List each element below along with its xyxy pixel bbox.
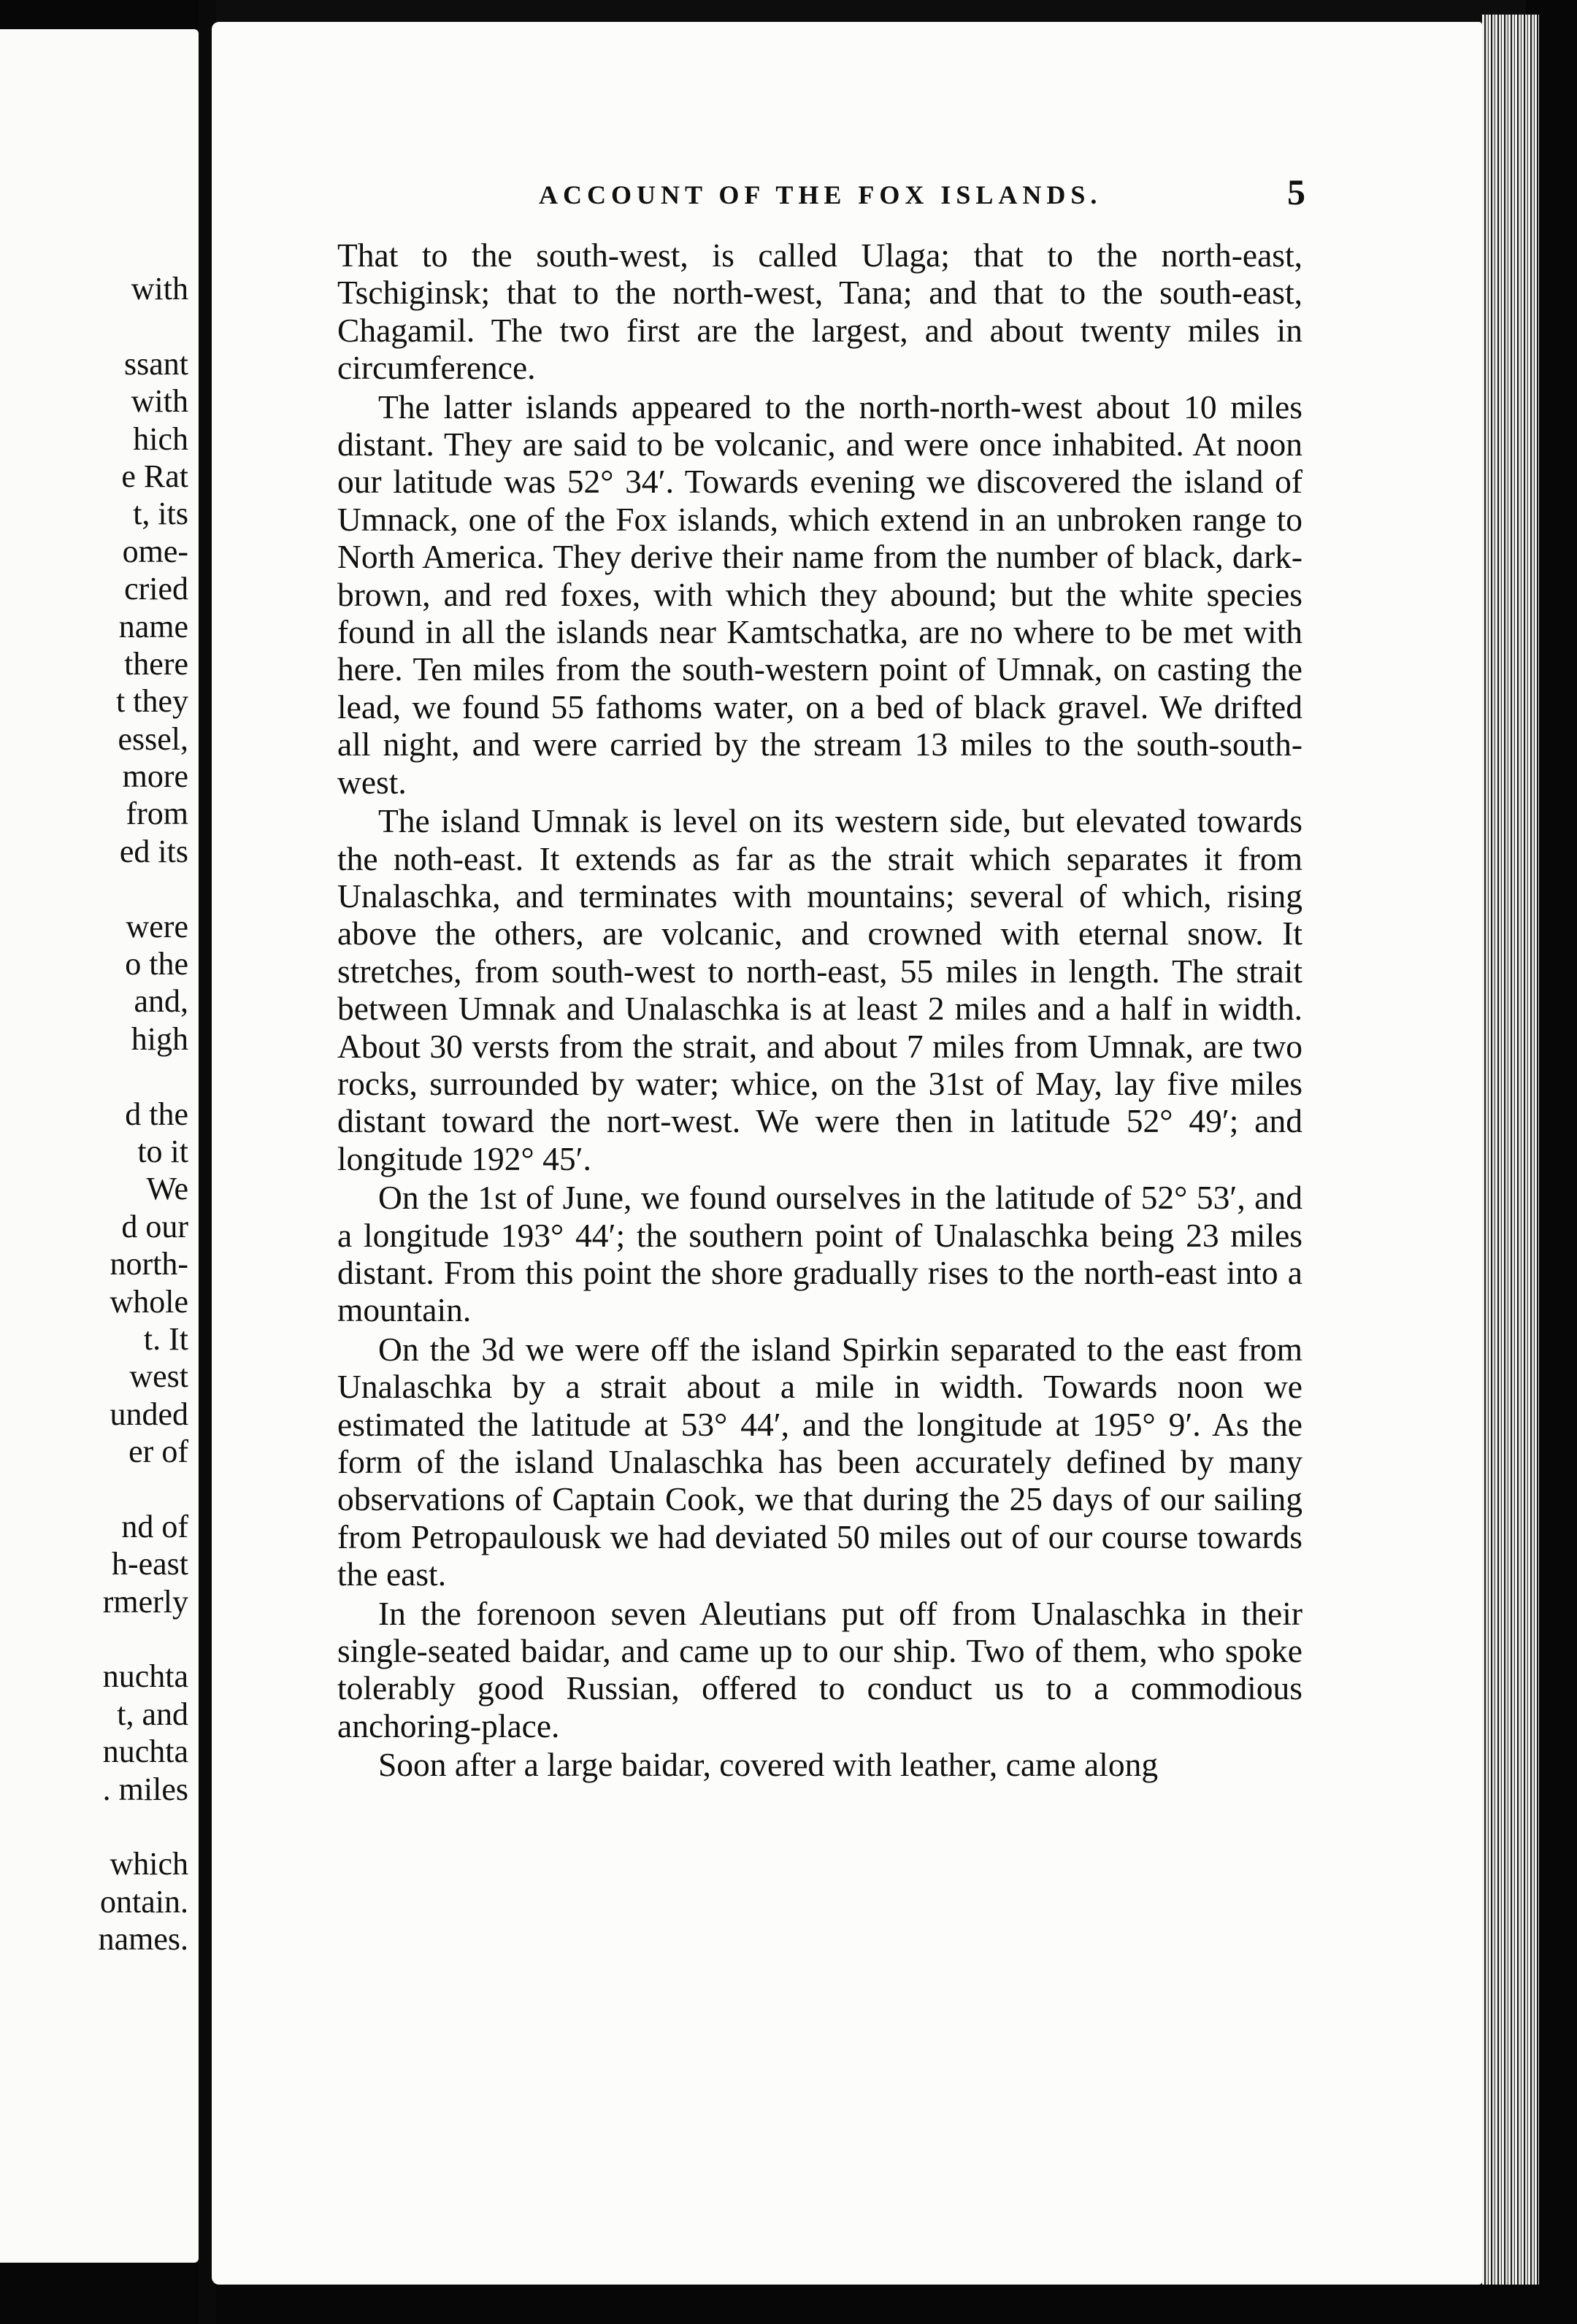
page-number: 5: [1287, 172, 1305, 212]
left-page-line: nuchta: [102, 1658, 188, 1695]
left-page-line: ome-: [122, 533, 188, 569]
left-page-line: [13, 307, 188, 345]
left-page-line: [13, 1808, 188, 1845]
left-page-line: e Rat: [121, 458, 188, 494]
left-page-line: nuchta: [102, 1734, 188, 1770]
left-page-line: were: [126, 908, 188, 944]
left-page-line: er of: [128, 1434, 188, 1470]
paragraph: The island Umnak is level on its western side, but elevated towards the noth-east. It extends as far as the strait which separates it from Unalaschka, and terminates with mountains; several of which, rising above the others, are volcanic, and crowned with eternal snow. It stretches, from south-west to north-east, 55 miles in length. The strait between Umnak and Unalaschka is at least 2 miles and a half in width. About 30 versts from the strait, and about 7 miles from Umnak, are two rocks, surrounded by water; whice, on the 31st of May, lay five miles distant toward the nort-west. We were then in latitude 52° 49′; and longitude 192° 45′.: [337, 802, 1302, 1177]
left-page-line: from: [126, 796, 188, 832]
left-page-line: ssant: [124, 345, 188, 382]
left-page: [0, 29, 199, 2263]
paragraph: The latter islands appeared to the north-north-west about 10 miles distant. They are said to be volcanic, and were once inhabited. At noon our latitude was 52° 34′. Towards evening we discovered the island of Umnack, one of the Fox islands, which extend in an unbroken range to North America. They derive their name from the number of black, dark-brown, and red foxes, with which they abound; but the white species found in all the islands near Kamtschatka, are no where to be met with here. Ten miles from the south-western point of Umnak, on casting the lead, we found 55 fathoms water, on a bed of black gravel. We drifted all night, and were carried by the stream 13 miles to the south-south-west.: [337, 388, 1302, 801]
left-page-line: with: [131, 271, 188, 307]
left-page-line: there: [124, 645, 188, 682]
left-page-line: h-east: [111, 1546, 188, 1582]
left-page-line: more: [122, 758, 188, 795]
left-page-line: with: [131, 383, 188, 420]
left-page-line: high: [131, 1020, 188, 1057]
left-page-line: [13, 1058, 188, 1095]
body-text: [337, 236, 1302, 1784]
left-page-text-fragments: [13, 270, 188, 1958]
left-page-line: [13, 870, 188, 907]
left-page-line: o the: [125, 946, 188, 982]
left-page-line: names.: [98, 1921, 188, 1958]
left-page-line: t. It: [143, 1320, 188, 1357]
left-page-line: west: [129, 1358, 188, 1395]
page-top-shadow: [212, 0, 1526, 22]
left-page-line: which: [110, 1846, 188, 1882]
left-page-line: cried: [124, 571, 188, 607]
left-page-line: d our: [121, 1208, 188, 1244]
left-page-line: and,: [134, 983, 188, 1020]
left-page-line: [13, 1471, 188, 1508]
paragraph: Soon after a large baidar, covered with leather, came along: [378, 1746, 1159, 1784]
left-page-line: rmerly: [102, 1583, 188, 1620]
left-page-line: [13, 1620, 188, 1658]
left-page-line: nd of: [121, 1508, 188, 1544]
page-fore-edge: [1482, 15, 1539, 2285]
left-page-line: t, its: [133, 496, 188, 532]
left-page-line: . miles: [102, 1771, 188, 1807]
paragraph: On the 3d we were off the island Spirkin separated to the east from Unalaschka by a strait about a mile in width. Towards noon we estimated the latitude at 53° 44′, and the longitude at 195° 9′. As the form of the island Unalaschka has been accurately defined by many observations of Captain Cook, we that during the 25 days of our sailing from Petropaulousk we had deviated 50 miles out of our course towards the east.: [337, 1330, 1302, 1593]
left-page-line: north-: [110, 1246, 188, 1282]
left-page-line: whole: [110, 1283, 188, 1320]
paragraph: In the forenoon seven Aleutians put off from Unalaschka in their single-seated baidar, and came up to our ship. Two of them, who spoke tolerably good Russian, offered to conduct us to a commodious anchoring-place.: [337, 1594, 1302, 1744]
left-page-line: ed its: [119, 833, 188, 869]
left-page-line: name: [118, 608, 188, 645]
left-page-line: t, and: [117, 1696, 188, 1732]
page-header: [539, 172, 1305, 219]
left-page-line: hich: [133, 420, 188, 457]
left-page-line: essel,: [118, 720, 188, 757]
left-page-line: ontain.: [100, 1883, 188, 1920]
paragraph: On the 1st of June, we found ourselves in the latitude of 52° 53′, and a longitude 193° 44′; the southern point of Unalaschka being 23 miles distant. From this point the shore gradually rises to the north-east into a mountain.: [337, 1179, 1302, 1329]
left-page-line: to it: [137, 1133, 188, 1169]
left-page-line: d the: [125, 1096, 188, 1132]
left-page-line: unded: [110, 1396, 188, 1432]
running-head: ACCOUNT OF THE FOX ISLANDS.: [539, 180, 1102, 209]
left-page-line: t they: [116, 683, 188, 720]
left-page-line: We: [146, 1171, 188, 1207]
paragraph: That to the south-west, is called Ulaga; that to the north-east, Tschiginsk; that to the north-west, Tana; and that to the south-east, Chagamil. The two first are the largest, and about twenty miles in circumference.: [337, 236, 1302, 387]
